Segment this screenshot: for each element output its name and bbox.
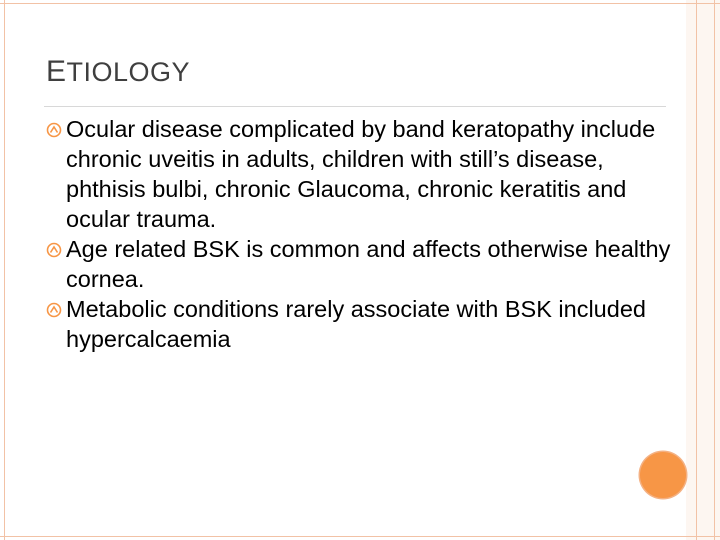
bullet-item [46, 234, 676, 294]
sun-bullet-icon [46, 302, 62, 318]
frame-line-right [714, 0, 715, 540]
sun-bullet-icon [46, 242, 62, 258]
slide-content [46, 114, 676, 354]
bullet-text: Ocular disease complicated by band keratopathy include chronic uveitis in adults, children with still’s disease, phthisis bulbi, chronic Glaucoma, chronic keratitis and ocular trauma. [66, 116, 656, 232]
frame-line-bottom [0, 536, 720, 537]
slide-title [46, 55, 190, 89]
bullet-item [46, 114, 676, 234]
title-divider [44, 106, 666, 107]
title-rest: TIOLOGY [66, 57, 191, 87]
sun-bullet-icon [46, 122, 62, 138]
frame-line-left [4, 0, 5, 540]
bullet-text: Age related BSK is common and affects otherwise healthy cornea. [66, 236, 671, 292]
title-first-letter: E [46, 55, 67, 88]
bullet-item [46, 294, 676, 354]
bullet-text: Metabolic conditions rarely associate with BSK included hypercalcaemia [66, 296, 646, 352]
frame-line-top [0, 3, 720, 4]
decorative-orange-circle [640, 452, 686, 498]
frame-line-right-inner [696, 0, 697, 540]
